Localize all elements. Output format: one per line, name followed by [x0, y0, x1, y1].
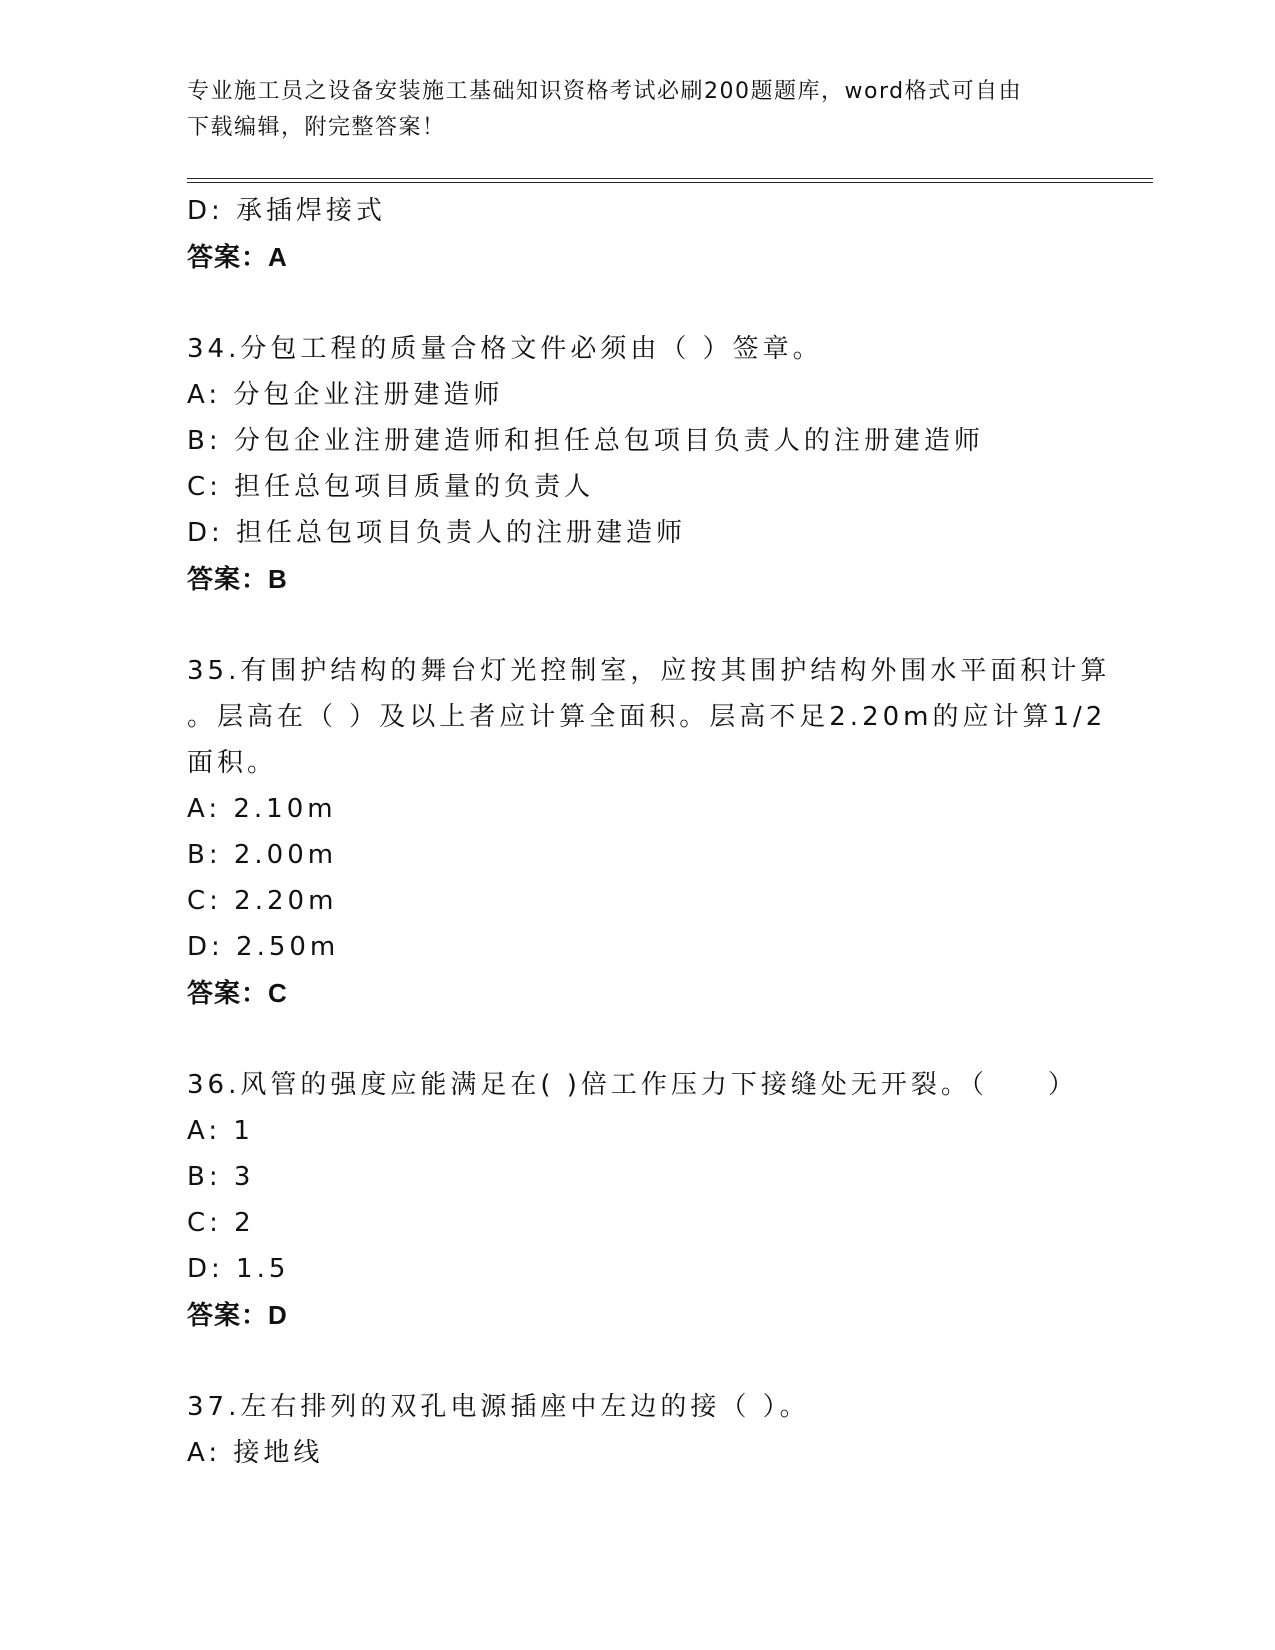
option-c: C: 2.20m — [187, 886, 338, 916]
option-b: B: 3 — [187, 1162, 255, 1192]
question-37 — [187, 1384, 1087, 1476]
question-text: 34.分包工程的质量合格文件必须由（ ）签章。 — [187, 334, 823, 364]
question-34 — [187, 326, 1087, 602]
answer: 答案：B — [187, 564, 288, 594]
question-text: 37.左右排列的双孔电源插座中左边的接（ ）。 — [187, 1392, 810, 1422]
question-35 — [187, 648, 1111, 1016]
question-33-tail — [187, 188, 1087, 280]
spacer — [187, 1016, 1087, 1062]
option-d: D: 2.50m — [187, 932, 340, 962]
option-a: A: 接地线 — [187, 1438, 324, 1468]
question-36 — [187, 1062, 1087, 1338]
question-text: 36.风管的强度应能满足在( )倍工作压力下接缝处无开裂。（ ） — [187, 1070, 1078, 1100]
answer: 答案：A — [187, 242, 288, 272]
option-b: B: 分包企业注册建造师和担任总包项目负责人的注册建造师 — [187, 426, 984, 456]
option-c: C: 2 — [187, 1208, 255, 1238]
header-line-1: 专业施工员之设备安装施工基础知识资格考试必刷200题题库，word格式可自由 — [187, 79, 1023, 104]
option-d: D: 担任总包项目负责人的注册建造师 — [187, 518, 687, 548]
header-line-2: 下载编辑，附完整答案！ — [187, 115, 446, 140]
option-a: A: 1 — [187, 1116, 254, 1146]
spacer — [187, 602, 1087, 648]
question-text-line-1: 35.有围护结构的舞台灯光控制室，应按其围护结构外围水平面积计算 — [187, 656, 1111, 686]
header-divider — [187, 178, 1153, 183]
answer: 答案：C — [187, 978, 288, 1008]
option-a: A: 2.10m — [187, 794, 337, 824]
document-header — [187, 74, 1087, 146]
option-b: B: 2.00m — [187, 840, 338, 870]
question-list — [187, 188, 1111, 1476]
spacer — [187, 280, 1087, 326]
option-d: D: 1.5 — [187, 1254, 290, 1284]
answer: 答案：D — [187, 1300, 288, 1330]
option-a: A: 分包企业注册建造师 — [187, 380, 504, 410]
spacer — [187, 1338, 1087, 1384]
option-c: C: 担任总包项目质量的负责人 — [187, 472, 595, 502]
option-d: D: 承插焊接式 — [187, 196, 387, 226]
question-text-line-3: 面积。 — [187, 748, 278, 778]
question-text-line-2: 。层高在（ ）及以上者应计算全面积。层高不足2.20m的应计算1/2 — [187, 702, 1107, 732]
